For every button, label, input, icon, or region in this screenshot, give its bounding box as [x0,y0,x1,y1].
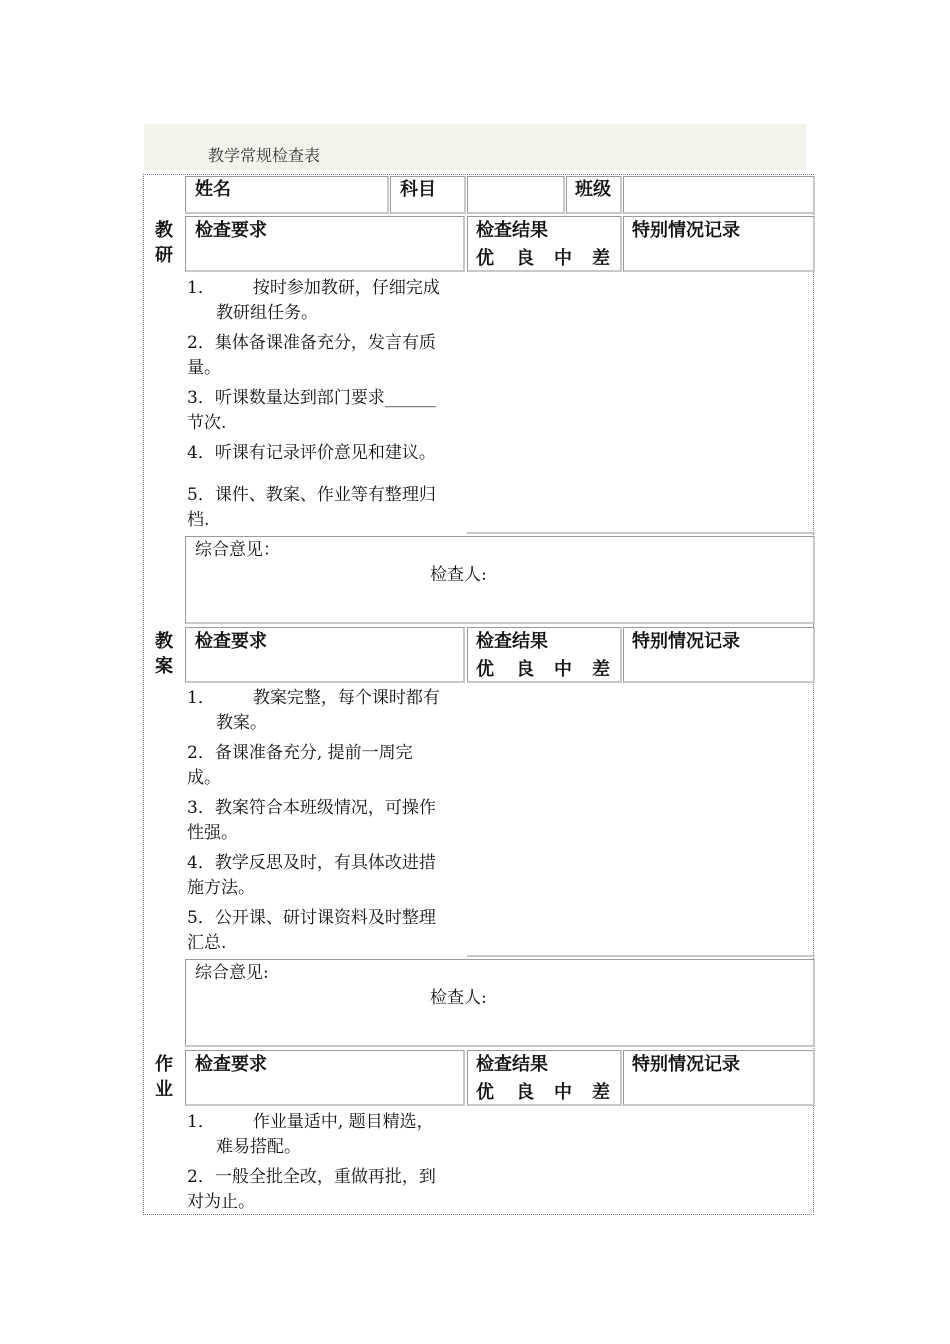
requirement-item: 5．公开课、研讨课资料及时整理 [187,908,436,928]
grade-fair: 中 [554,659,572,680]
opinion-cell [185,536,815,624]
result-header: 检查结果 [476,1054,548,1075]
requirement-item: 2．集体备课准备充分，发言有质 [187,333,436,353]
header-subject-cell [390,176,466,214]
form-title: 教学常规检查表 [208,146,321,165]
checker-label: 检查人: [430,565,487,585]
subject-label: 科目 [400,179,436,200]
special-header-cell [623,627,815,683]
requirements-header: 检查要求 [195,220,267,241]
grade-poor: 差 [592,1082,610,1103]
requirements-header-cell [185,1050,465,1106]
requirements-header: 检查要求 [195,631,267,652]
opinion-label: 综合意见: [195,963,269,983]
requirements-list: 1． 教案完整，每个课时都有 教案。 2．备课准备充分, 提前一周完 成。 3．教案符合本班级情况，可操作 性强。 4．教学反思及时，有具体改进措 施方法。 5．公开课、研讨课资料及时整理 汇总. [187,686,469,956]
header-name-cell [185,176,389,214]
requirement-item: 4．听课有记录评价意见和建议。 [187,443,436,463]
result-header: 检查结果 [476,220,548,241]
grade-excellent: 优 [476,1082,494,1103]
requirement-item: 5．课件、教案、作业等有整理归 [187,485,436,505]
requirements-list: 1． 作业量适中, 题目精选， 难易搭配。 2．一般全批全改，重做再批，到 对为止。 [187,1110,469,1215]
header-class-value-cell [623,176,815,214]
name-label: 姓名 [195,179,231,200]
grade-excellent: 优 [476,659,494,680]
special-header-cell [623,1050,815,1106]
grade-good: 良 [516,248,534,269]
result-row-divider [467,955,815,957]
requirement-item: 2．备课准备充分, 提前一周完 [187,743,413,763]
result-row-divider [467,532,815,534]
special-header: 特别情况记录 [632,631,740,652]
special-header: 特别情况记录 [632,220,740,241]
requirement-item: 1． 教案完整，每个课时都有 [187,688,440,708]
result-header-cell [467,1050,622,1106]
requirements-list: 1． 按时参加教研，仔细完成 教研组任务。 2．集体备课准备充分，发言有质 量。 3．听课数量达到部门要求______ 节次. 4．听课有记录评价意见和建议。 5．课件、教案、作业等有整理归 档. [187,276,469,533]
requirements-header: 检查要求 [195,1054,267,1075]
result-header-cell [467,627,622,683]
header-class-cell [566,176,622,214]
special-header: 特别情况记录 [632,1054,740,1075]
result-header-cell [467,216,622,272]
requirements-header-cell [185,627,465,683]
grade-excellent: 优 [476,248,494,269]
grade-fair: 中 [554,248,572,269]
requirement-item: 3．听课数量达到部门要求______ [187,388,436,408]
requirement-item: 2．一般全批全改，重做再批，到 [187,1167,436,1187]
grade-good: 良 [516,1082,534,1103]
requirement-item: 4．教学反思及时，有具体改进措 [187,853,436,873]
grade-good: 良 [516,659,534,680]
section-label-jiaoyan: 教 研 [155,220,173,266]
special-header-cell [623,216,815,272]
result-header: 检查结果 [476,631,548,652]
checker-label: 检查人: [430,988,487,1008]
opinion-cell [185,959,815,1047]
opinion-label: 综合意见： [195,540,280,560]
requirements-header-cell [185,216,465,272]
section-label-zuoye: 作 业 [155,1054,173,1100]
section-label-jiaoan: 教 案 [155,631,173,677]
class-label: 班级 [575,179,611,200]
requirement-item: 1． 按时参加教研，仔细完成 [187,278,440,298]
header-subject-value-cell [467,176,565,214]
grade-fair: 中 [554,1082,572,1103]
grade-poor: 差 [592,659,610,680]
grade-poor: 差 [592,248,610,269]
requirement-item: 1． 作业量适中, 题目精选， [187,1112,434,1132]
requirement-item: 3．教案符合本班级情况，可操作 [187,798,436,818]
form-title-bar [144,124,806,170]
